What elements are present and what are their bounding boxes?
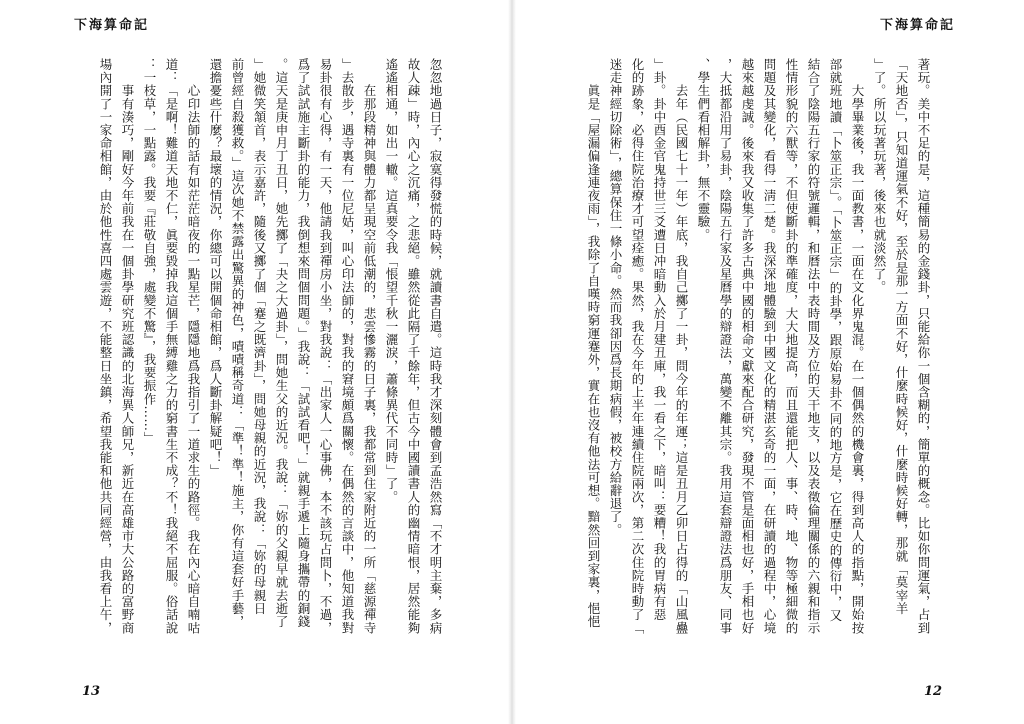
page-body-text — [70, 58, 446, 680]
text-column: 還擔憂些什麼？最壞的情況，你總可以開個命相館，爲人斷卦解疑吧！」 — [208, 58, 223, 478]
text-column: 性情形貌的六獸等，不但使斷卦的準確度，大大地提高，而且還能把人、事、時、地、物等極細微的 — [784, 58, 799, 635]
text-column: 前曾經自殺獲救。」這次她不禁露出驚異的神色，嘖嘖稱奇道：「準！準！施主，你有這套好手藝， — [230, 58, 245, 629]
text-column: 場內開了一家命相館，由於他性喜四處雲遊，不能整日坐鎮，希望我能和他共同經營，由我看上午， — [98, 58, 113, 635]
text-column: 「天地否」，只知道運氣不好，至於是那一方面不好，什麼時候好，什麼時候好轉，那就「莫宰羊 — [894, 58, 909, 616]
text-column: 迷走神經切除術」，總算保住一條小命。然而我卻因爲長期病假，被校方給辭退了。 — [608, 58, 623, 537]
text-column: 大學畢業後，我一面教書，一面在文化界鬼混。在一個偶然的機會裏，得到高人的指點，開始按 — [850, 58, 865, 635]
running-header: 下海算命記 — [880, 18, 956, 33]
text-column: 結合了陰陽五行家的符號邏輯，和曆法中表時間及方位的天干地支，以及表徵倫理關係的六親和指示 — [806, 58, 821, 635]
text-column: 。這天是庚申月丁丑日，她先擲了「夬之大過卦」，問她生父的近況。我說：「妳的父親早就去逝了 — [274, 58, 289, 629]
page-number: 13 — [82, 684, 101, 699]
text-column: ：一枝草，一點露。我要『莊敬自強，處變不驚』，我要振作……」 — [142, 58, 157, 445]
text-column: 」去散步，遇寺裏有一位尼姑，叫心印法師的，對我的窘境頗爲關懷。在偶然的言談中，他知道我對 — [340, 58, 355, 635]
text-column: ，大抵都沿用了易卦，陰陽五行家及星曆學的辯證法，萬變不離其宗。我用這套辯證法爲朋友、同事 — [718, 58, 733, 635]
text-column: 易卦很有心得，有一天，他請我到禪房小坐，對我說：「出家人一心事佛，本不該玩占問卜，不過， — [318, 58, 333, 635]
text-column: 化的跡象，必得住院治療才可望痊癒。果然，我在今年的上半年連續住院兩次，第二次住院時動了「 — [630, 58, 645, 635]
right-page — [512, 0, 1024, 724]
text-column: 事有湊巧，剛好今年前我在一個卦學研究班認識的北海異人師兄，新近在高雄市大公路的富野商 — [120, 58, 135, 635]
running-header: 下海算命記 — [74, 18, 150, 33]
text-column: 故人疎」時，內心之沉痛，之悲絕。雖然從此隔了千餘年，但古今中國讀書人的幽情暗恨，居然能夠 — [406, 58, 421, 635]
text-column: 去年（民國七十一年）年底，我自己擲了一卦，問今年的年運；這是丑月乙卯日占得的「山風蠱 — [674, 58, 689, 635]
text-column: 眞是「屋漏偏逢連夜雨」，我除了自嘆時窮運蹇外，實在也沒有他法可想。黯然回到家裏，悒悒 — [586, 58, 601, 629]
page-number: 12 — [924, 684, 943, 699]
text-column: 遙遙相通，如出一轍。這真要令我「悵望千秋一灑淚，蕭條異代不同時」了。 — [384, 58, 399, 504]
text-column: 道：「是啊！難道天地不仁，眞要毀掉我這個手無縛雞之力的窮書生不成？不！我絕不屈服。俗話說 — [164, 58, 179, 635]
text-column: 」她微笑頷首，表示嘉許，隨後又擲了個「蹇之既濟卦」，問她母親的近況，我說：「妳的母親日 — [252, 58, 267, 616]
text-column: 著玩。美中不足的是，這種簡易的金錢卦，只能給你一個含糊的，簡單的概念。比如你問運氣，占到 — [916, 58, 931, 635]
text-column: 、學生們看相解卦，無不靈驗。 — [696, 58, 711, 242]
text-column: 爲了試試施主斷卦的能力，我倒想來問個問題。」我說：「試試看吧！」就親手遞上隨身攜帶的銅錢 — [296, 58, 311, 629]
text-column: 」了。所以玩著玩著，後來也就淡然了。 — [872, 58, 887, 294]
page-body-text — [586, 58, 934, 680]
text-column: 問題及其變化，看得一淸二楚。我深深地體驗到中國文化的精湛玄奇的一面，在研讀的過程中，心境 — [762, 58, 777, 635]
text-column: 忽忽地過日子，寂寞得發慌的時候，就讀書自遣。這時我才深刻體會到孟浩然寫「不才明主棄，多病 — [428, 58, 443, 635]
text-column: 」卦。卦中酉金官鬼持世三爻遭日冲暗動入於月建丑庫，我一看之下，暗叫：要糟！我的胃病有惡 — [652, 58, 667, 622]
text-column: 越來越虔誠。後來我又收集了許多古典中國的相命文獻來配合研究，發現不管是面相也好，手相也好 — [740, 58, 755, 635]
text-column: 心印法師的話有如茫茫暗夜的一點星芒，隱隱地爲我指引了一道求生的路徑。我在內心暗自喃咕 — [186, 58, 201, 635]
text-column: 部就班地讀「卜筮正宗」。「卜筮正宗」的卦學，跟原始易卦不同的地方是，它在歷史的傳衍中，又 — [828, 58, 843, 622]
text-column: 在那段精神與體力都呈現空前低潮的，悲雲慘霧的日子裏，我都常到住家附近的一所「慈源禪寺 — [362, 58, 377, 635]
